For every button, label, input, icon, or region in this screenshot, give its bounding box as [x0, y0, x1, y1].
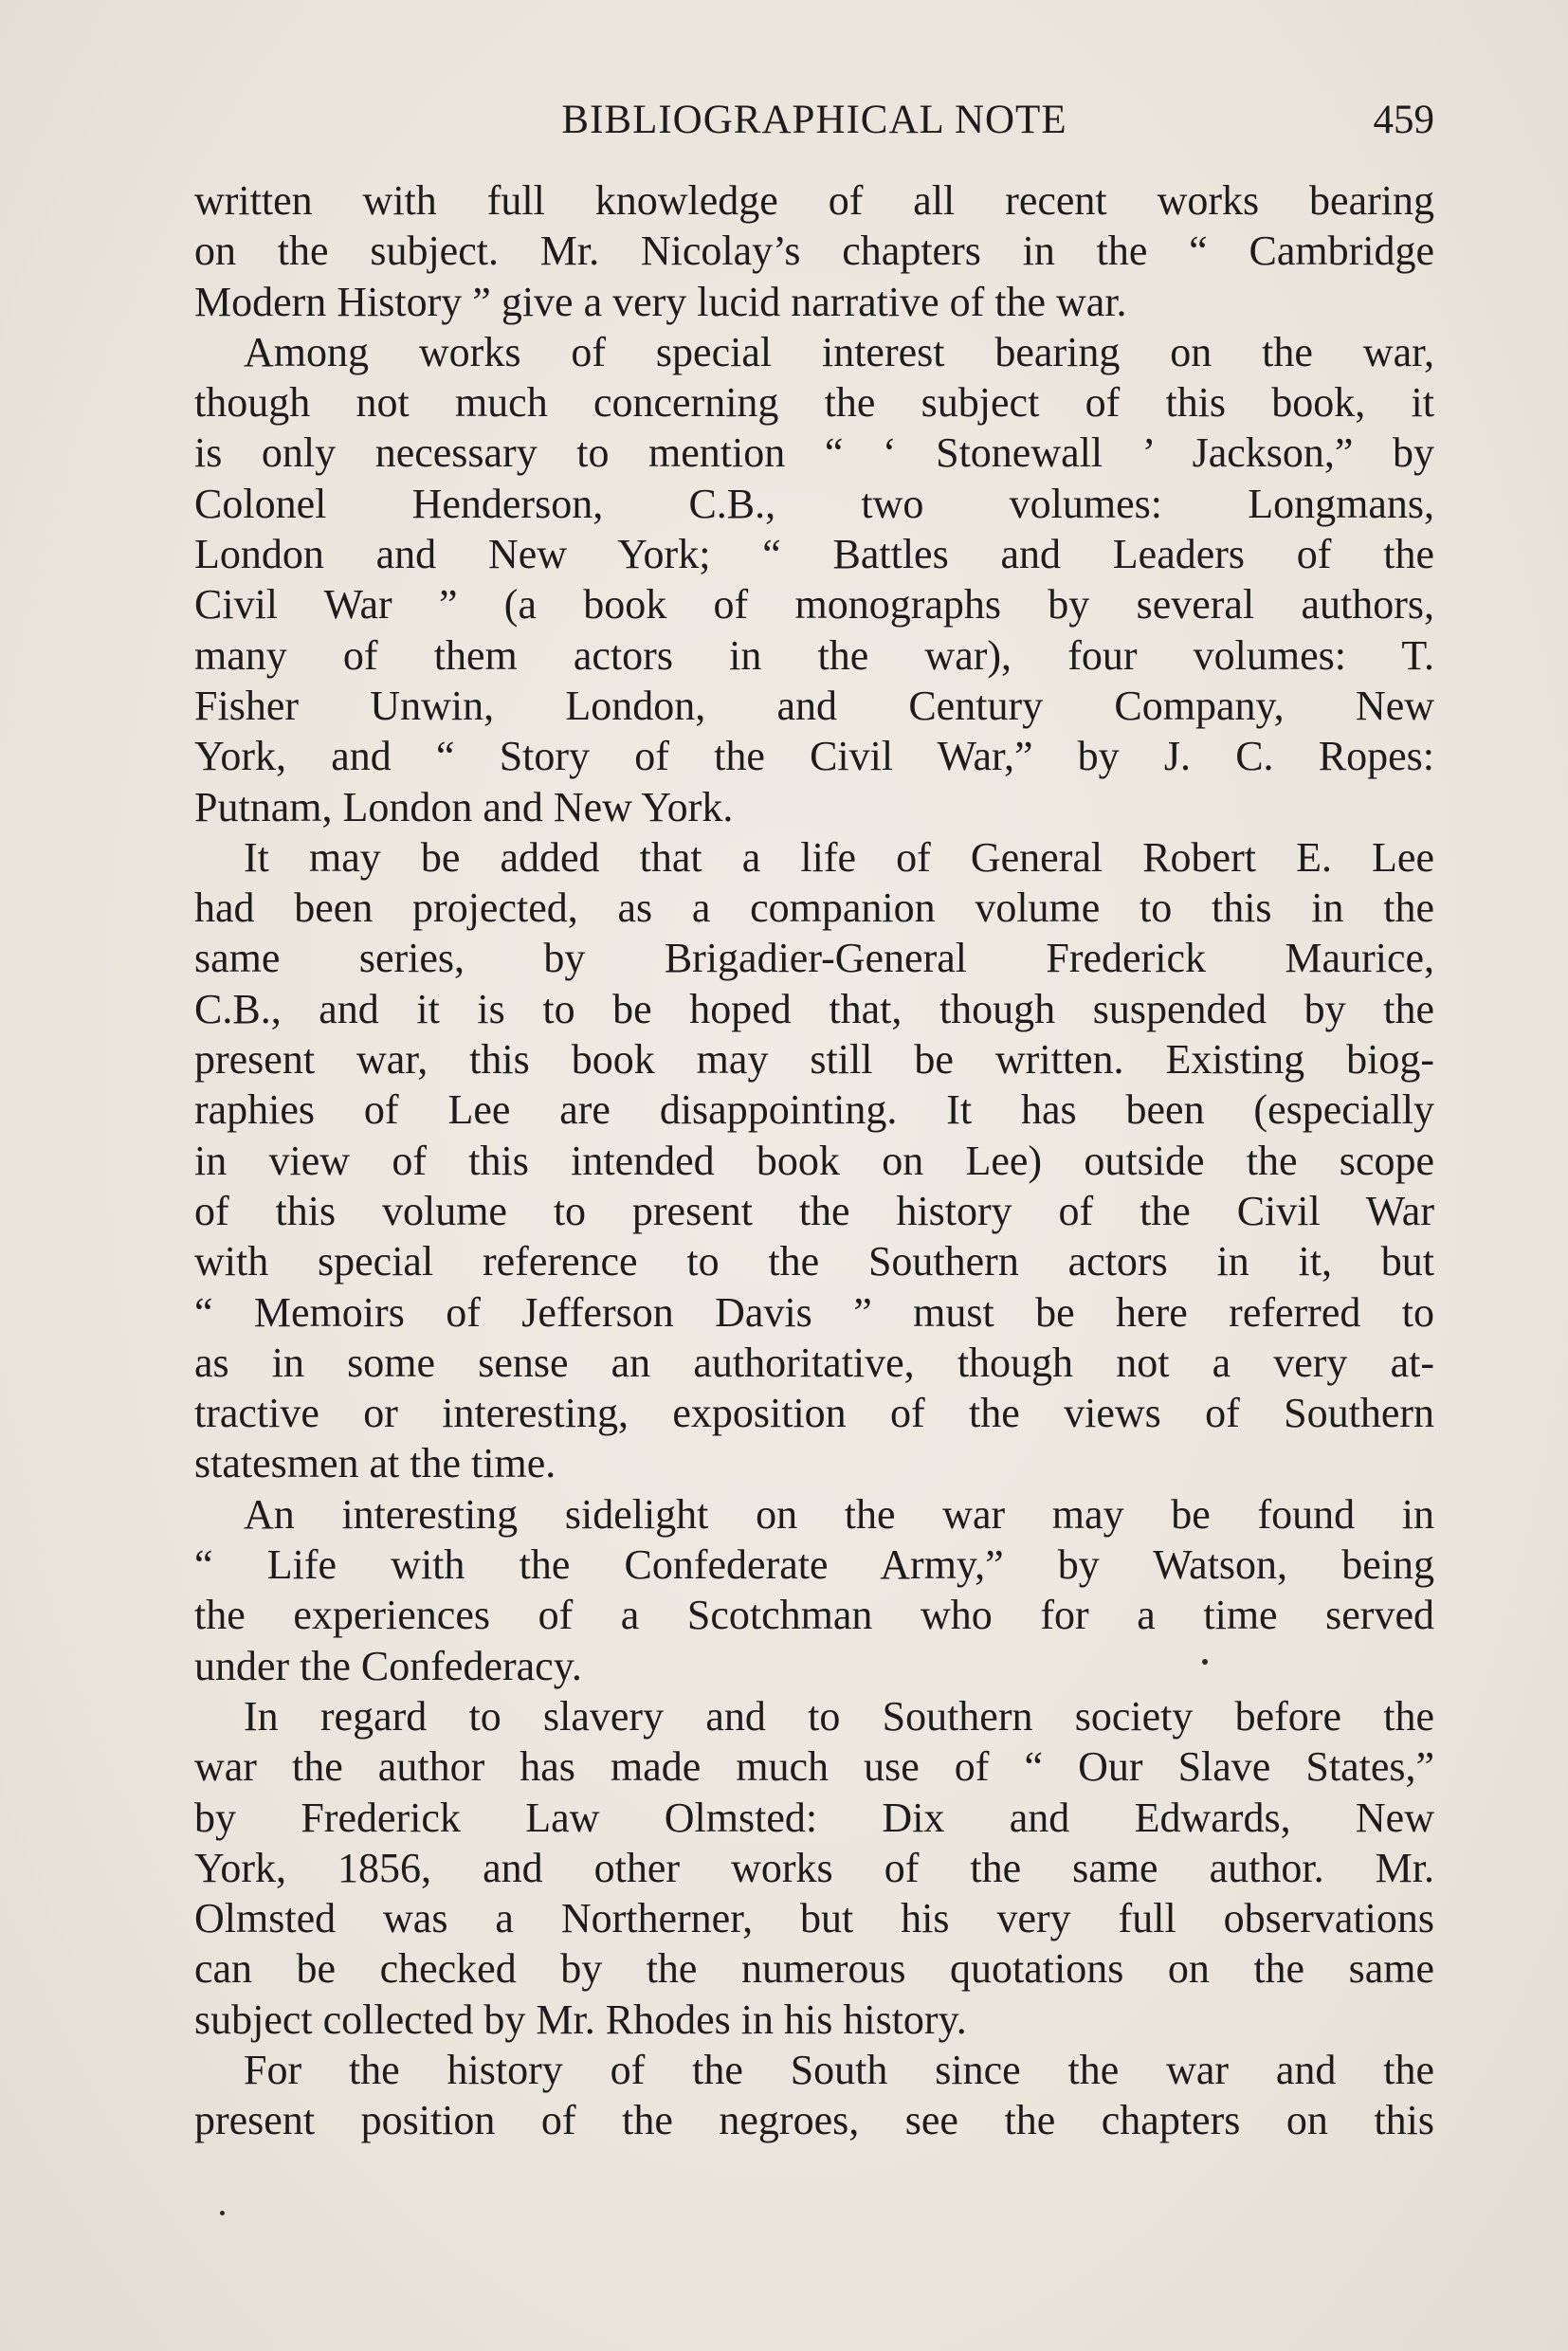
text-line: “ Life with the Confederate Army,” by Watson, being: [194, 1541, 1434, 1589]
text-line: Putnam, London and New York.: [194, 783, 734, 830]
ink-speck: [220, 2211, 225, 2215]
text-line: of this volume to present the history of the Civil War: [194, 1187, 1434, 1234]
text-line: London and New York; “ Battles and Leaders of the: [194, 531, 1434, 578]
text-line: “ Memoirs of Jefferson Davis ” must be here referred to: [194, 1288, 1434, 1336]
paragraph: [194, 175, 1434, 327]
text-line: war the author has made much use of “ Our Slave States,”: [194, 1743, 1434, 1791]
running-head: BIBLIOGRAPHICAL NOTE: [561, 98, 1067, 142]
text-line: the experiences of a Scotchman who for a time served: [194, 1592, 1434, 1639]
text-line: as in some sense an authoritative, though not a very at-: [194, 1339, 1434, 1386]
text-line: raphies of Lee are disappointing. It has been (especially: [194, 1086, 1434, 1134]
text-line: Colonel Henderson, C.B., two volumes: Longmans,: [194, 480, 1434, 527]
text-line: written with full knowledge of all recent works bearing: [194, 177, 1434, 224]
text-line: tractive or interesting, exposition of the views of Southern: [194, 1390, 1434, 1437]
paragraph: [194, 1489, 1434, 1691]
ink-speck: [1202, 1659, 1208, 1665]
text-line: with special reference to the Southern actors in it, but: [194, 1238, 1434, 1285]
text-line: present position of the negroes, see the chapters on this: [194, 2097, 1434, 2144]
text-line: many of them actors in the war), four volumes: T.: [194, 631, 1434, 679]
page-number: 459: [1373, 98, 1434, 142]
paragraph: [194, 832, 1434, 1489]
text-line: had been projected, as a companion volume to this in the: [194, 884, 1434, 932]
text-line: present war, this book may still be written. Existing biog-: [194, 1036, 1434, 1084]
text-line: can be checked by the numerous quotations on the same: [194, 1945, 1434, 1993]
text-line: C.B., and it is to be hoped that, though suspended by the: [194, 985, 1434, 1032]
text-line: For the history of the South since the war and the: [244, 2046, 1434, 2093]
paragraph: [194, 1691, 1434, 2045]
text-line: Fisher Unwin, London, and Century Company, New: [194, 682, 1434, 729]
text-line: subject collected by Mr. Rhodes in his history.: [194, 1996, 967, 2043]
text-line: Modern History ” give a very lucid narrative of the war.: [194, 278, 1127, 325]
text-line: in view of this intended book on Lee) outside the scope: [194, 1137, 1434, 1184]
text-line: Civil War ” (a book of monographs by several authors,: [194, 581, 1434, 629]
text-line: by Frederick Law Olmsted: Dix and Edwards, New: [194, 1794, 1434, 1841]
text-line: under the Confederacy.: [194, 1642, 582, 1689]
text-line: An interesting sidelight on the war may be found in: [244, 1490, 1434, 1538]
text-line: Among works of special interest bearing on the war,: [244, 328, 1434, 375]
paragraph: [194, 2045, 1434, 2146]
text-line: same series, by Brigadier-General Frederick Maurice,: [194, 935, 1434, 982]
text-line: York, 1856, and other works of the same author. Mr.: [194, 1844, 1434, 1891]
paragraph: [194, 327, 1434, 832]
text-line: It may be added that a life of General Robert E. Lee: [244, 833, 1434, 881]
text-line: though not much concerning the subject of this book, it: [194, 379, 1434, 427]
text-line: on the subject. Mr. Nicolay’s chapters in the “ Cambridge: [194, 228, 1434, 275]
text-line: Olmsted was a Northerner, but his very full observations: [194, 1895, 1434, 1942]
text-line: York, and “ Story of the Civil War,” by J. C. Ropes:: [194, 733, 1434, 780]
text-line: In regard to slavery and to Southern society before the: [244, 1692, 1434, 1740]
page-header: [194, 87, 1434, 154]
text-line: statesmen at the time.: [194, 1440, 556, 1487]
text-line: is only necessary to mention “ ‘ Stonewall ’ Jackson,” by: [194, 429, 1434, 477]
body-text: [194, 175, 1434, 2146]
